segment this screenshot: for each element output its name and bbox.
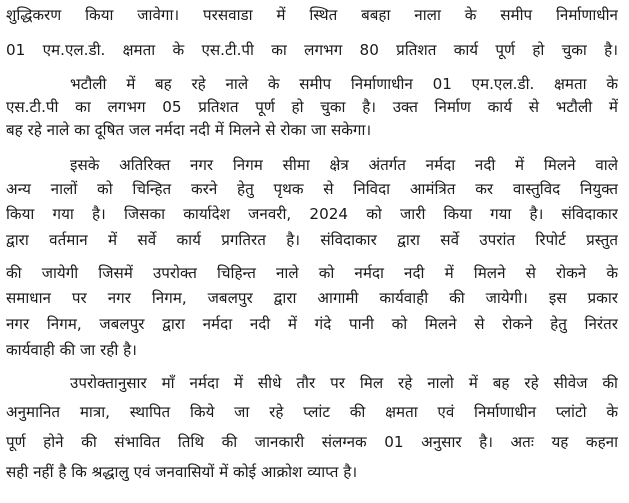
paragraph-first-line: उपरोक्तानुसार माँ नर्मदा में सीधे तौर पर मिल रहे नालो में बह रहे सीवेज की xyxy=(70,374,618,392)
text-line: नगर निगम, जबलपुर द्वारा नर्मदा नदी में गंदे पानी को मिलने से रोकने हेतु निरंतर xyxy=(6,315,618,333)
text-line: शुद्धिकरण किया जावेगा। परसवाडा में स्थित बबहा नाला के समीप निर्माणाधीन xyxy=(6,6,618,24)
text-line: 01 एम.एल.डी. क्षमता के एस.टी.पी का लगभग 80 प्रतिशत कार्य पूर्ण हो चुका है। xyxy=(6,41,618,59)
text-line: पूर्ण होने की संभावित तिथि की जानकारी संलग्नक 01 अनुसार है। अतः यह कहना xyxy=(6,433,618,451)
text-line: किया गया है। जिसका कार्यादेश जनवरी, 2024 को जारी किया गया है। संविदाकार xyxy=(6,205,618,223)
paragraph-first-line: इसके अतिरिक्त नगर निगम सीमा क्षेत्र अंतर्गत नर्मदा नदी में मिलने वाले xyxy=(70,156,618,174)
text-line: कार्यवाही की जा रही है। xyxy=(6,341,137,359)
text-line: बह रहे नाले का दूषित जल नर्मदा नदी में मिलने से रोका जा सकेगा। xyxy=(6,121,372,139)
text-line: समाधान पर नगर निगम, जबलपुर द्वारा आगामी कार्यवाही की जायेगी। इस प्रकार xyxy=(6,289,618,307)
text-line: एस.टी.पी का लगभग 05 प्रतिशत पूर्ण हो चुका है। उक्त निर्माण कार्य से भटौली में xyxy=(6,98,618,116)
text-line: की जायेगी जिसमें उपरोक्त चिहिन्त नाले को नर्मदा नदी में मिलने से रोकने के xyxy=(6,264,618,282)
paragraph-first-line: भटौली में बह रहे नाले के समीप निर्माणाधीन 01 एम.एल.डी. क्षमता के xyxy=(70,75,618,93)
text-line: अनुमानित मात्रा, स्थापित किये जा रहे प्लांट की क्षमता एवं निर्माणाधीन प्लांटो के xyxy=(6,403,618,421)
text-line: द्वारा वर्तमान में सर्वे कार्य प्रगतिरत है। संविदाकार द्वारा सर्वे उपरांत रिपोर्ट प्रस्तुत xyxy=(6,231,618,249)
text-line: अन्य नालों को चिन्हित करने हेतु पृथक से निविदा आमंत्रित कर वास्तुविद नियुक्त xyxy=(6,180,618,198)
text-line: सही नहीं है कि श्रद्धालु एवं जनवासियों में कोई आक्रोश व्याप्त है। xyxy=(6,463,358,481)
